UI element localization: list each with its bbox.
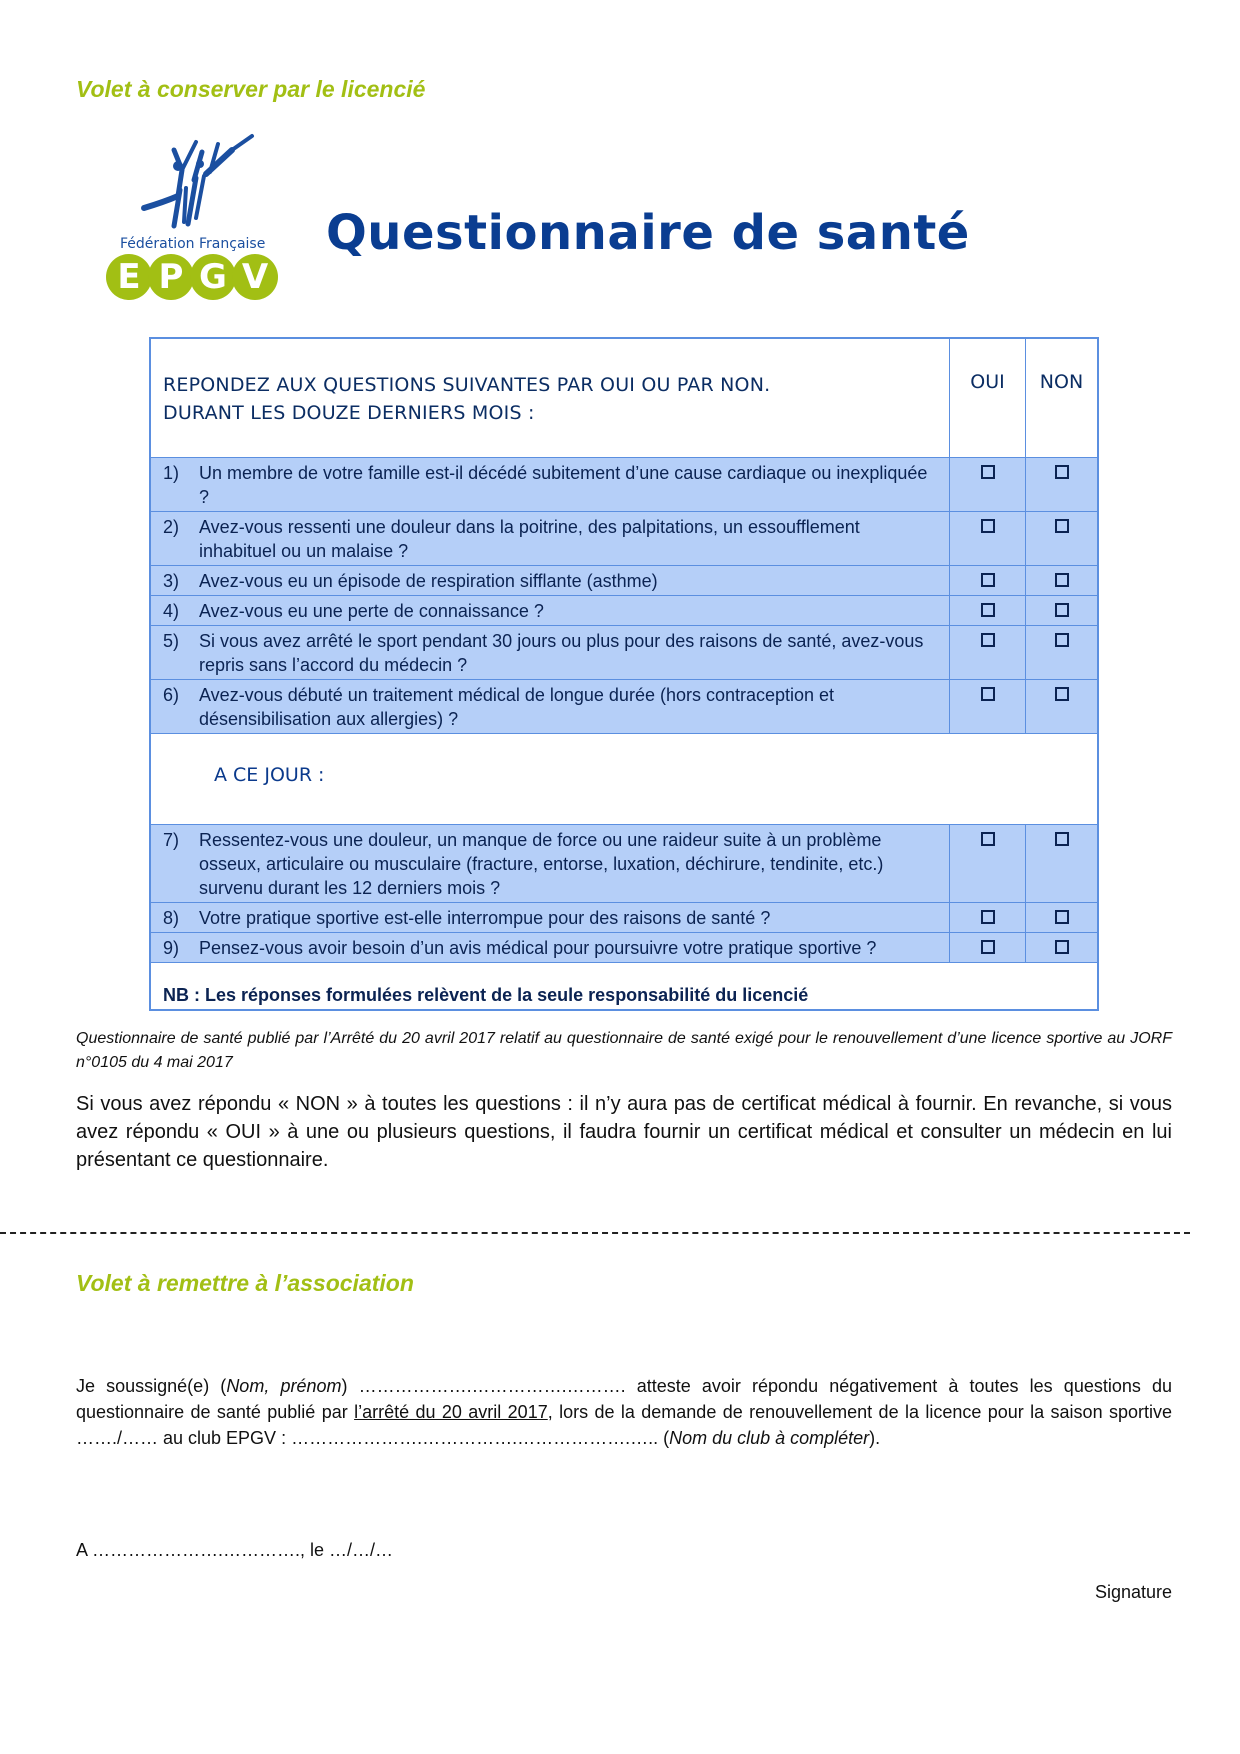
club-hint: Nom du club à compléter <box>669 1428 870 1448</box>
legal-note: Questionnaire de santé publié par l’Arrêté du 20 avril 2017 relatif au questionnaire de santé exigé pour le renouvellement d’une licence sportive au JORF n°0105 du 4 mai 2017 <box>76 1030 1172 1071</box>
non-cell <box>1025 596 1097 625</box>
oui-cell <box>949 933 1025 962</box>
question-cell <box>151 903 949 932</box>
question-number: 1) <box>163 463 180 483</box>
non-checkbox[interactable] <box>1055 910 1069 924</box>
logo-letter: P <box>148 254 194 300</box>
oui-cell <box>949 680 1025 733</box>
non-cell <box>1025 680 1097 733</box>
question-cell <box>151 825 949 902</box>
question-number: 7) <box>163 830 180 850</box>
nb-note: NB : Les réponses formulées relèvent de la seule responsabilité du licencié <box>163 985 809 1005</box>
non-checkbox[interactable] <box>1055 573 1069 587</box>
attestation-text: ) ……………….…………….………. atteste avoir répondu négativement à toutes les questions du questionnaire de santé publié par <box>76 1376 1173 1422</box>
column-header-non: NON <box>1025 339 1097 457</box>
section-row-a-ce-jour <box>151 733 1097 824</box>
question-number: 3) <box>163 571 180 591</box>
logo-letter: E <box>106 254 152 300</box>
logo-federation-text: Fédération Française <box>120 236 266 252</box>
oui-checkbox[interactable] <box>981 633 995 647</box>
non-checkbox[interactable] <box>1055 832 1069 846</box>
attestation-text: Je soussigné(e) ( <box>76 1376 227 1396</box>
section-label: A CE JOUR : <box>214 764 325 786</box>
question-number: 2) <box>163 517 180 537</box>
non-checkbox[interactable] <box>1055 465 1069 479</box>
question-cell <box>151 933 949 962</box>
question-cell <box>151 626 949 679</box>
question-text: Pensez-vous avoir besoin d’un avis médical pour poursuivre votre pratique sportive ? <box>199 938 877 958</box>
question-number: 6) <box>163 685 180 705</box>
question-cell <box>151 566 949 595</box>
dancers-logo-icon <box>134 130 284 240</box>
question-text: Avez-vous eu un épisode de respiration sifflante (asthme) <box>199 571 658 591</box>
non-checkbox[interactable] <box>1055 687 1069 701</box>
oui-cell <box>949 512 1025 565</box>
health-questionnaire-table <box>149 337 1099 1011</box>
column-header-oui: OUI <box>949 339 1025 457</box>
page-title: Questionnaire de santé <box>326 205 970 261</box>
question-text: Si vous avez arrêté le sport pendant 30 jours ou plus pour des raisons de santé, avez-vous repris sans l’accord du médecin ? <box>199 631 924 675</box>
oui-checkbox[interactable] <box>981 940 995 954</box>
question-text: Avez-vous débuté un traitement médical de longue durée (hors contraception et désensibilisation aux allergies) ? <box>199 685 835 729</box>
question-number: 9) <box>163 938 180 958</box>
question-text: Avez-vous ressenti une douleur dans la poitrine, des palpitations, un essoufflement inhabituel ou un malaise ? <box>199 517 860 561</box>
question-text: Avez-vous eu une perte de connaissance ? <box>199 601 544 621</box>
decree-link[interactable]: l’arrêté du 20 avril 2017 <box>354 1402 548 1422</box>
oui-cell <box>949 458 1025 511</box>
question-row <box>151 679 1097 733</box>
attestation-text: , lors de la demande de renouvellement de la licence pour la saison sportive ……./…… au club EPGV : ………………….…………….……………….….. ( <box>76 1402 1172 1448</box>
bottom-section-heading: Volet à remettre à l’association <box>76 1270 414 1296</box>
question-row <box>151 457 1097 511</box>
question-text: Un membre de votre famille est-il décédé subitement d’une cause cardiaque ou inexpliquée ? <box>199 463 928 507</box>
oui-checkbox[interactable] <box>981 910 995 924</box>
place-date-line: A ………………….…………., le …/…/… <box>76 1540 394 1560</box>
oui-checkbox[interactable] <box>981 687 995 701</box>
oui-checkbox[interactable] <box>981 603 995 617</box>
oui-checkbox[interactable] <box>981 465 995 479</box>
question-number: 5) <box>163 631 180 651</box>
nb-row <box>151 962 1097 1009</box>
header-line-1: REPONDEZ AUX QUESTIONS SUIVANTES PAR OUI OU PAR NON. <box>163 374 771 396</box>
cut-line-divider <box>0 1232 1190 1234</box>
oui-checkbox[interactable] <box>981 573 995 587</box>
question-text: Ressentez-vous une douleur, un manque de force ou une raideur suite à un problème osseux, articulaire ou musculaire (fracture, entorse, luxation, déchirure, tendinite, etc.) survenu durant les 12 derniers mois ? <box>199 830 884 898</box>
non-cell <box>1025 825 1097 902</box>
question-row <box>151 932 1097 962</box>
logo-letter: V <box>232 254 278 300</box>
oui-cell <box>949 903 1025 932</box>
non-cell <box>1025 458 1097 511</box>
name-hint: Nom, prénom <box>226 1376 342 1396</box>
non-cell <box>1025 933 1097 962</box>
non-cell <box>1025 626 1097 679</box>
question-number: 4) <box>163 601 180 621</box>
header-line-2: DURANT LES DOUZE DERNIERS MOIS : <box>163 402 535 424</box>
logo-letters <box>106 254 274 300</box>
question-cell <box>151 680 949 733</box>
table-header-row <box>151 339 1097 457</box>
oui-cell <box>949 596 1025 625</box>
epgv-logo <box>104 130 284 306</box>
non-checkbox[interactable] <box>1055 519 1069 533</box>
oui-checkbox[interactable] <box>981 832 995 846</box>
question-text: Votre pratique sportive est-elle interrompue pour des raisons de santé ? <box>199 908 771 928</box>
non-checkbox[interactable] <box>1055 633 1069 647</box>
signature-label: Signature <box>1094 1582 1172 1602</box>
oui-cell <box>949 566 1025 595</box>
table-header-instructions <box>151 339 949 457</box>
question-row <box>151 824 1097 902</box>
non-checkbox[interactable] <box>1055 940 1069 954</box>
oui-checkbox[interactable] <box>981 519 995 533</box>
attestation-paragraph <box>76 1373 1172 1451</box>
question-row <box>151 902 1097 932</box>
question-number: 8) <box>163 908 180 928</box>
question-row <box>151 595 1097 625</box>
question-cell <box>151 458 949 511</box>
question-row <box>151 511 1097 565</box>
question-row <box>151 565 1097 595</box>
logo-letter: G <box>190 254 236 300</box>
question-cell <box>151 596 949 625</box>
oui-cell <box>949 626 1025 679</box>
non-cell <box>1025 903 1097 932</box>
non-checkbox[interactable] <box>1055 603 1069 617</box>
question-row <box>151 625 1097 679</box>
instructions-paragraph: Si vous avez répondu « NON » à toutes les questions : il n’y aura pas de certificat médical à fournir. En revanche, si vous avez répondu « OUI » à une ou plusieurs questions, il faudra fournir un certificat médical et consulter un médecin en lui présentant ce questionnaire. <box>76 1093 1172 1171</box>
non-cell <box>1025 512 1097 565</box>
question-cell <box>151 512 949 565</box>
non-cell <box>1025 566 1097 595</box>
top-section-heading: Volet à conserver par le licencié <box>76 76 426 102</box>
oui-cell <box>949 825 1025 902</box>
attestation-text: ). <box>869 1428 881 1448</box>
